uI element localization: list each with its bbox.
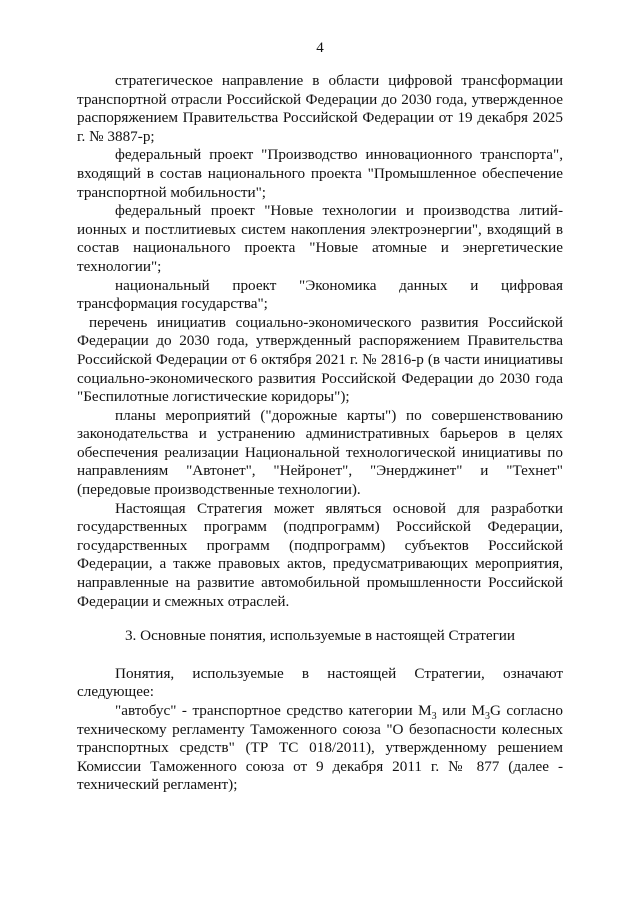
definition-bus-subscript-1: 3 [431,711,437,723]
definition-bus-text-1: "автобус" - транспортное средство категории M [115,702,432,719]
paragraph-digital-transformation: стратегическое направление в области цифровой трансформации транспортной отрасли Российской Федерации до 2030 года, утвержденное распоряжением Правительства Российской Федерации от 19 декабря 2025 г. № 3887-р; [77,72,563,145]
definition-bus-text-2: или M [436,702,485,719]
section-heading: 3. Основные понятия, используемые в настоящей Стратегии [124,627,516,645]
definition-bus-text-3: G согласно техническому регламенту Таможенного союза "О безопасности колесных транспортных средств" (ТР ТС 018/2011), утвержденному решением Комиссии Таможенного союза от 9 декабря 2011 г. № 877 (далее - технический регламент); [77,702,563,794]
definition-bus-subscript-2: 3 [484,711,490,723]
paragraph-national-project-data-economy: национальный проект "Экономика данных и цифровая трансформация государства"; [77,276,563,313]
paragraph-definitions-intro: Понятия, используемые в настоящей Стратегии, означают следующее: [77,664,563,701]
document-body [77,72,563,795]
page-number: 4 [316,40,324,56]
paragraph-initiatives-list: перечень инициатив социально-экономического развития Российской Федерации до 2030 года, утвержденный распоряжением Правительства Российской Федерации от 6 октября 2021 г. № 2816-р (в части инициативы социально-экономического развития Российской Федерации до 2030 года "Беспилотные логистические коридоры"); [77,313,563,406]
paragraph-federal-project-batteries: федеральный проект "Новые технологии и производства литий-ионных и постлитиевых систем накопления электроэнергии", входящий в состав национального проекта "Новые атомные и энергетические технологии"; [77,202,563,275]
paragraph-federal-project-transport: федеральный проект "Производство инновационного транспорта", входящий в состав национального проекта "Промышленное обеспечение транспортной мобильности"; [77,146,563,201]
paragraph-roadmaps: планы мероприятий ("дорожные карты") по совершенствованию законодательства и устранению административных барьеров в целях обеспечения реализации Национальной технологической инициативы по направлениям "Автонет", "Нейронет", "Энерджинет" и "Технет" (передовые производственные технологии). [77,406,563,499]
paragraph-definition-bus [77,702,563,795]
paragraph-strategy-basis: Настоящая Стратегия может являться основой для разработки государственных программ (подпрограмм) Российской Федерации, государственных программ (подпрограмм) субъектов Российской Федерации, а также правовых актов, предусматривающих мероприятия, направленные на развитие автомобильной промышленности Российской Федерации и смежных отраслей. [77,499,563,610]
